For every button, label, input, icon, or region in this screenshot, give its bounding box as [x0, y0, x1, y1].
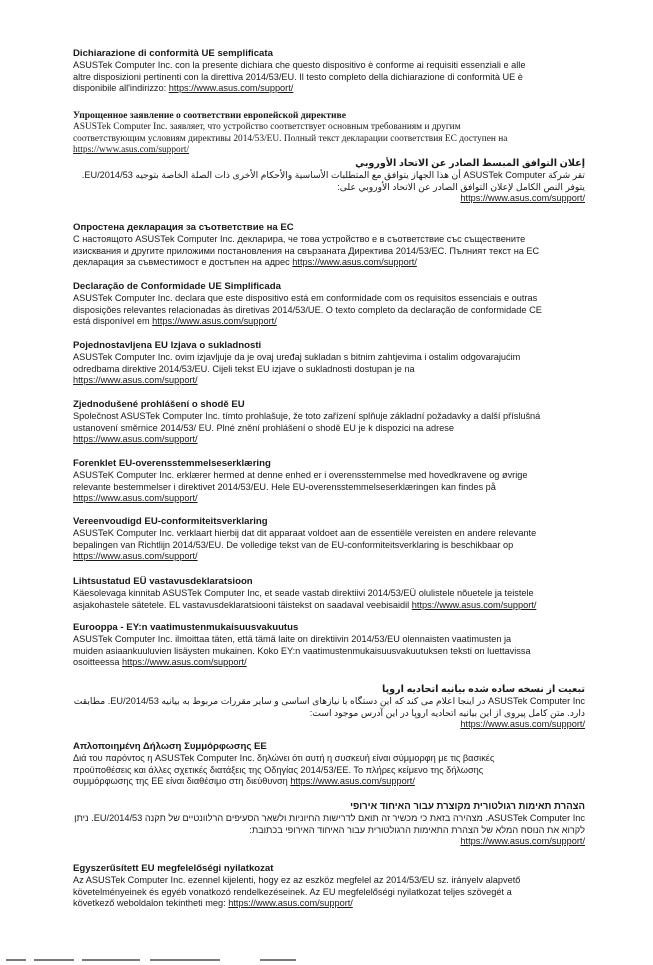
section-body: Az ASUSTek Computer Inc. ezennel kijelenti, hogy ez az eszköz megfelel az 2014/53/EU sz. irányelv alapvető követelményeinek és egyéb vonatkozó rendelkezéseinek. Az EU megfelelőségi nyilatkozat teljes szövegét a következő weboldalon tekintheti meg: https://www.asus.com/support/	[73, 875, 521, 909]
section-body: ASUSTek Computer Inc. con la presente dichiara che questo dispositivo è conforme ai requisiti essenziali e alle altre disposizioni pertinenti con la direttiva 2014/53/EU. Il testo completo della dichiarazione di conformità UE è disponibile all'indirizzo: https://www.asus.com/support/	[73, 60, 526, 94]
section-body: С настоящото ASUSTek Computer Inc. декларира, че това устройство е в съответствие със съществените изисквания и другите приложими постановления на свързаната Директива 2014/53/ЕС. Пълният текст на ЕС декларация за съвместимост е достъпен на адрес https://www.asus.com/support/	[73, 234, 540, 268]
section-body: ASUSTeK Computer Inc. erklærer hermed at denne enhed er i overensstemmelse med hovedkravene og øvrige relevante bestemmelser i direktivet 2014/53/EU. Hele EU-overensstemmelseserklæringen kan findes på https://www.asus.com/support/	[73, 470, 528, 504]
section-el	[73, 741, 585, 788]
section-title: Vereenvoudigd EU-conformiteitsverklaring	[73, 516, 268, 527]
section-title: تبعیت از نسخه ساده شده بیانیه اتحادیه اروپا	[381, 684, 585, 695]
support-link[interactable]: https://www.asus.com/support/	[460, 836, 585, 847]
section-it	[73, 48, 585, 95]
section-fi	[73, 622, 585, 669]
footer-mark	[34, 959, 74, 961]
footer-mark	[150, 959, 220, 961]
section-body: ASUSTek Computer Inc در اینجا اعلام می کند که این دستگاه با نیازهای اساسی و سایر مقررات مربوط به بیانیه 2014/53/EU. مطابقت دارد. متن کامل پیروی از این بیانیه اتحادیه اروپا در این آدرس موجود است:	[73, 696, 585, 718]
section-title: Declaração de Conformidade UE Simplificada	[73, 281, 281, 292]
section-body: ASUSTeK Computer Inc. verklaart hierbij dat dit apparaat voldoet aan de essentiële vereisten en andere relevante bepalingen van Richtlijn 2014/53/EU. De volledige tekst van de EU-conformiteitsverklaring is beschikbaar op https://www.asus.com/support/	[73, 528, 537, 562]
section-he	[73, 801, 585, 848]
section-body: ASUSTek Computer Inc. ovim izjavljuje da je ovaj uređaj sukladan s bitnim zahtjevima i ostalim odgovarajućim odredbama direktive 2014/53/EU. Cijeli tekst EU izjave o sukladnosti dostupan je na https://www.asus.com/support/	[73, 352, 521, 386]
footer-mark	[82, 959, 140, 961]
section-title: Forenklet EU-overensstemmelseserklæring	[73, 458, 271, 469]
support-link[interactable]: https://www.asus.com/support/	[168, 83, 294, 94]
section-title: Lihtsustatud EÜ vastavusdeklaratsioon	[73, 576, 253, 587]
support-link[interactable]: https://www.asus.com/support/	[122, 657, 247, 668]
support-link[interactable]: https://www.asus.com/support/	[411, 599, 537, 610]
section-body: Käesolevaga kinnitab ASUSTek Computer Inc, et seade vastab direktiivi 2014/53/EÜ olulistele nõuetele ja teistele asjakohastele sätetele. EL vastavusdeklaratsiooni täistekst on saadaval veebisaidil https://www.asus.com/support/	[73, 588, 537, 610]
section-bg	[73, 222, 585, 269]
support-link[interactable]: https://www.asus.com/support/	[290, 776, 415, 787]
support-link[interactable]: https://www.asus.com/support/	[73, 375, 198, 386]
support-link[interactable]: https://www.asus.com/support/	[73, 551, 198, 562]
section-ru	[73, 110, 585, 157]
support-link[interactable]: https://www.asus.com/support/	[460, 719, 585, 730]
section-body: ASUSTek Computer Inc. מצהירה בזאת כי מכשיר זה תואם לדרישות החיוניות ולשאר הסעיפים הרלוונטיים של תקנה 2014/53/EU. ניתן לקרוא את הנוסח המלא של הצהרת התאימות הרגולטורית עבור האיחוד האירופי בכתובת:	[74, 813, 585, 835]
section-title: הצהרת תאימות רגולטורית מקוצרת עבור האיחוד אירופי	[350, 801, 585, 812]
section-title: Упрощенное заявление о соответствии европейской директиве	[73, 110, 346, 121]
section-da	[73, 458, 585, 505]
section-body: Διά του παρόντος η ASUSTek Computer Inc. δηλώνει ότι αυτή η συσκευή είναι σύμμορφη με τις βασικές προϋποθέσεις και άλλες σχετικές διατάξεις της Οδηγίας 2014/53/ΕΕ. Το πλήρες κείμενο της δήλωσης συμμόρφωσης της ΕΕ είναι διαθέσιμο στη διεύθυνση https://www.asus.com/support/	[73, 753, 495, 787]
support-link[interactable]: https://www.asus.com/support/	[73, 145, 190, 156]
section-title: Απλοποιημένη Δήλωση Συμμόρφωσης ΕΕ	[73, 741, 267, 752]
section-hu	[73, 863, 585, 910]
section-et	[73, 576, 585, 611]
section-nl	[73, 516, 585, 563]
section-title: إعلان التوافق المبسط الصادر عن الاتحاد الأوروبي	[355, 158, 585, 169]
section-cs	[73, 399, 585, 446]
support-link[interactable]: https://www.asus.com/support/	[152, 316, 277, 327]
page-footer-strip	[0, 956, 653, 965]
section-title: Pojednostavljena EU Izjava o sukladnosti	[73, 340, 262, 351]
section-pt	[73, 281, 585, 328]
section-title: Egyszerűsített EU megfelelőségi nyilatkozat	[73, 863, 274, 874]
footer-mark	[6, 959, 26, 961]
footer-mark	[260, 959, 296, 961]
section-title: Опростена декларация за съответствие на ЕС	[73, 222, 294, 233]
section-title: Dichiarazione di conformità UE semplificata	[73, 48, 273, 59]
support-link[interactable]: https://www.asus.com/support/	[292, 257, 417, 268]
section-body: Společnost ASUSTek Computer Inc. tímto prohlašuje, že toto zařízení splňuje základní požadavky a další příslušná ustanovení směrnice 2014/53/ EU. Plné znění prohlášení o shodě EU je k dispozici na adrese https://www.asus.com/support/	[73, 411, 541, 445]
section-title: Zjednodušené prohlášení o shodě EU	[73, 399, 245, 410]
support-link[interactable]: https://www.asus.com/support/	[228, 898, 353, 909]
section-body: ASUSTek Computer Inc. заявляет, что устройство соответствует основным требованиям и другим соответствующим условиям директивы 2014/53/EU. Полный текст декларации соответствия ЕС доступен на https://www.asus.com/support/	[73, 122, 508, 156]
section-body: تقر شركة ASUSTek Computer أن هذا الجهاز يتوافق مع المتطلبات الأساسية والأحكام الأخرى ذات الصلة الخاصة بتوجيه 2014/53/EU. يتوفر النص الكامل لإعلان التوافق الصادر عن الاتحاد الأوروبي على:	[81, 170, 585, 192]
section-body: ASUSTek Computer Inc. declara que este dispositivo está em conformidade com os requisitos essenciais e outras disposições relevantes relacionadas às diretivas 2014/53/UE. O texto completo da declaração de conformidade CE está disponível em https://www.asus.com/support/	[73, 293, 542, 327]
section-ar	[73, 158, 585, 205]
section-hr	[73, 340, 585, 387]
support-link[interactable]: https://www.asus.com/support/	[460, 193, 585, 204]
support-link[interactable]: https://www.asus.com/support/	[73, 493, 198, 504]
section-body: ASUSTek Computer Inc. ilmoittaa täten, että tämä laite on direktiivin 2014/53/EU olennaisten vaatimusten ja muiden asiaankuuluvien lisäysten mukainen. Koko EY:n vaatimustenmukaisuusvakuutuksen teksti on luettavissa osoitteessa https://www.asus.com/support/	[73, 634, 531, 668]
section-fa	[73, 684, 585, 731]
section-title: Eurooppa - EY:n vaatimustenmukaisuusvakuutus	[73, 622, 299, 633]
support-link[interactable]: https://www.asus.com/support/	[73, 434, 198, 445]
